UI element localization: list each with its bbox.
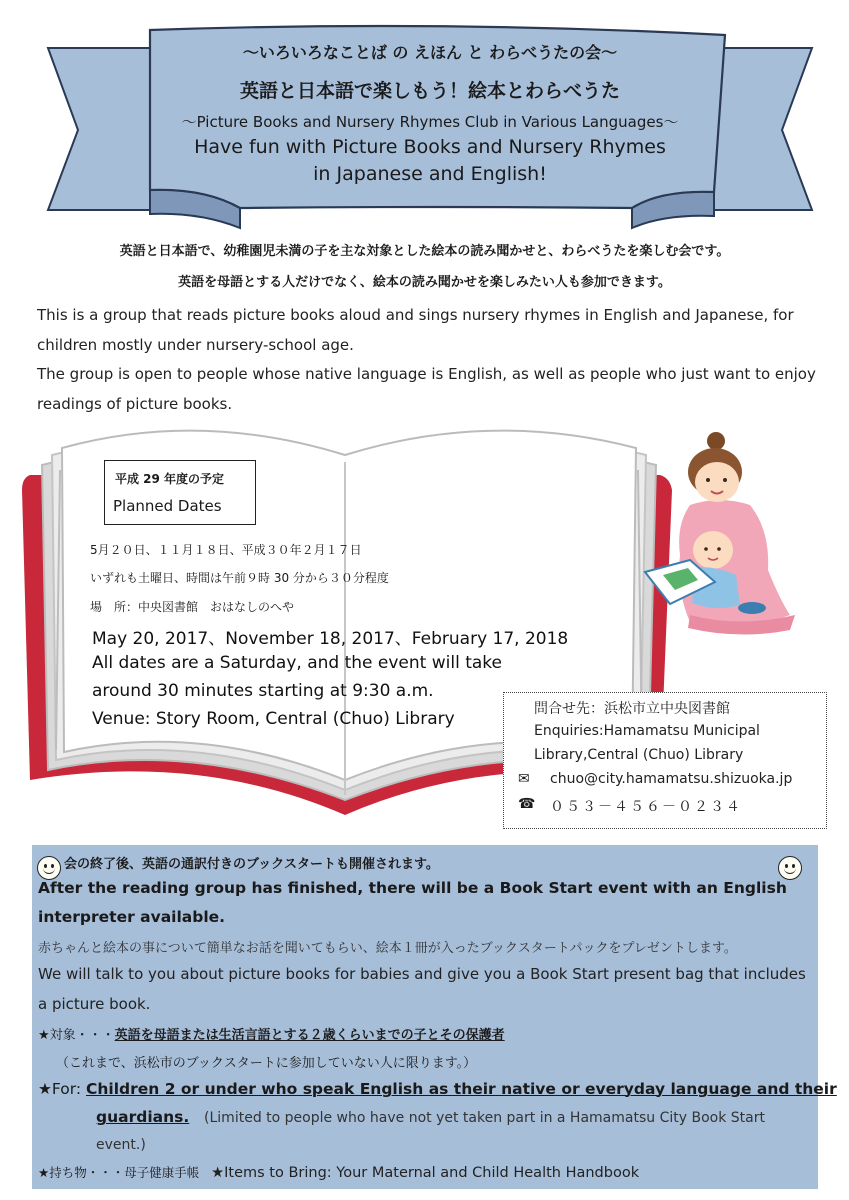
target-jp [38, 1024, 505, 1043]
schedule-time-en-line1: All dates are a Saturday, and the event will take [92, 653, 502, 673]
target-jp-label: ★対象・・・ [38, 1028, 115, 1043]
smiley-icon [37, 856, 61, 880]
smiley-icon [778, 856, 802, 880]
target-en [38, 1080, 837, 1098]
items-to-bring-en: ★Items to Bring: Your Maternal and Child Health Handbook [211, 1165, 640, 1181]
intro-jp-line1: 英語と日本語で、幼稚園児未満の子を主な対象とした絵本の読み聞かせと、わらべうたを楽しむ会です。 [119, 244, 730, 259]
target-en-note-line1: (Limited to people who have not yet taken part in a Hamamatsu City Book Start [204, 1110, 765, 1126]
schedule-dates-jp: 5月２０日、１１月１８日、平成３０年２月１７日 [90, 543, 362, 557]
target-en-label: ★For: [38, 1080, 86, 1098]
target-jp-note: （これまで、浜松市のブックスタートに参加していない人に限ります。） [56, 1056, 477, 1071]
schedule-dates-en: May 20, 2017、November 18, 2017、February 17, 2018 [92, 629, 569, 649]
intro-en-paragraph2: The group is open to people whose native language is English, as well as people who just want to enjoy readings of picture books. [37, 365, 816, 413]
schedule-venue-en: Venue: Story Room, Central (Chuo) Library [92, 709, 455, 729]
telephone-icon: ☎ [518, 796, 536, 812]
target-en-text-line2: guardians. [96, 1108, 190, 1126]
contact-phone[interactable]: ０５３－４５６－０２３４ [550, 799, 742, 815]
items-to-bring [38, 1163, 639, 1181]
planned-dates-box [104, 460, 256, 525]
contact-en-line2: Library,Central (Chuo) Library [534, 747, 744, 763]
target-en-note-line2: event.) [96, 1137, 146, 1153]
planned-dates-label-jp: 平成 29 年度の予定 [115, 472, 225, 486]
target-en-text-line1: Children 2 or under who speak English as their native or everyday language and their [86, 1080, 837, 1098]
bookstart-desc-jp: 赤ちゃんと絵本の事について簡単なお話を聞いてもらい、絵本１冊が入ったブックスタートパックをプレゼントします。 [38, 941, 737, 956]
contact-box [503, 692, 827, 829]
items-to-bring-jp: ★持ち物・・・母子健康手帳 [38, 1165, 200, 1180]
target-jp-text: 英語を母語または生活言語とする２歳くらいまでの子とその保護者 [114, 1028, 505, 1043]
bookstart-desc-en-line2: a picture book. [38, 995, 151, 1013]
bookstart-desc-en-line1: We will talk to you about picture books for babies and give you a Book Start present bag that includes [38, 965, 806, 983]
banner-title-en-line2: in Japanese and English! [313, 163, 547, 185]
mother-and-baby-illustration [630, 425, 800, 635]
intro-en-paragraph1: This is a group that reads picture books aloud and sings nursery rhymes in English and Japanese, for children mostly under nursery-school age. [37, 306, 794, 354]
contact-email[interactable]: chuo@city.hamamatsu.shizuoka.jp [550, 771, 793, 787]
envelope-icon: ✉ [518, 771, 530, 787]
schedule-venue-jp: 場 所：中央図書館 おはなしのへや [90, 600, 295, 614]
intro-jp-line2: 英語を母語とする人だけでなく、絵本の読み聞かせを楽しみたい人も参加できます。 [178, 275, 671, 290]
contact-en-line1: Enquiries:Hamamatsu Municipal [534, 723, 760, 739]
schedule-time-en-line2: around 30 minutes starting at 9:30 a.m. [92, 681, 434, 701]
contact-jp: 問合せ先：浜松市立中央図書館 [534, 701, 730, 717]
target-en-line2 [96, 1108, 765, 1126]
banner-title-en-line1: Have fun with Picture Books and Nursery Rhymes [194, 136, 666, 158]
schedule-time-jp: いずれも土曜日、時間は午前９時 30 分から３０分程度 [90, 571, 389, 585]
bookstart-heading-jp: 会の終了後、英語の通訳付きのブックスタートも開催されます。 [64, 857, 439, 872]
bookstart-heading-en-line1: After the reading group has finished, there will be a Book Start event with an English [38, 879, 787, 897]
banner-subtitle-jp: 〜いろいろなことば の えほん と わらべうたの会〜 [242, 43, 618, 62]
banner-subtitle-en: 〜Picture Books and Nursery Rhymes Club in Various Languages〜 [181, 113, 679, 131]
banner-title-jp: 英語と日本語で楽しもう！絵本とわらべうた [239, 80, 620, 102]
planned-dates-label-en: Planned Dates [113, 497, 222, 515]
bookstart-heading-en-line2: interpreter available. [38, 908, 226, 926]
